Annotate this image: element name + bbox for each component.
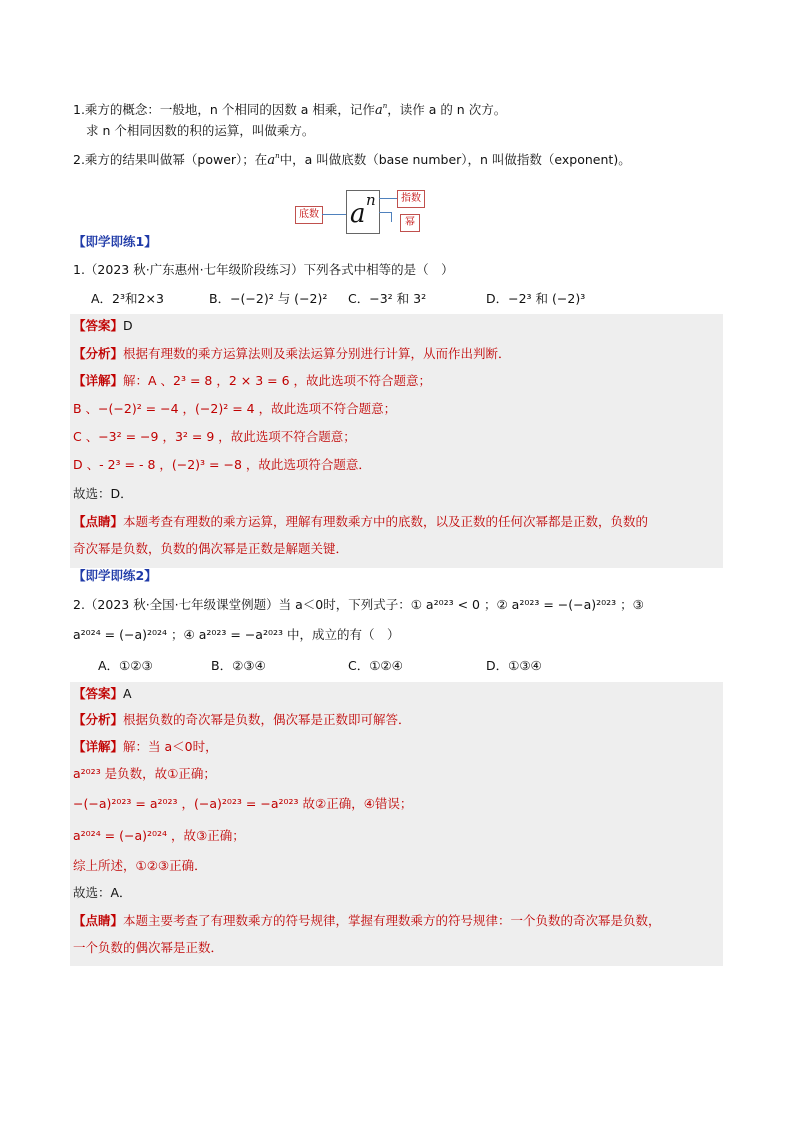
- concept-line-1: 1.乘方的概念：一般地，n 个相同的因数 a 相乘，记作$a^n$，读作 a 的 n 次方。: [73, 102, 507, 118]
- a-power-n-symbol: $a^n$: [267, 152, 280, 168]
- power-connector: [391, 212, 392, 222]
- exercise-2-detail-2: a²⁰²³ 是负数，故①正确；: [73, 766, 216, 781]
- exercise-2-question-1: 2.（2023 秋·全国·七年级课堂例题）当 a＜0时，下列式子：① a²⁰²³ < 0 ；② a²⁰²³ = −(−a)²⁰²³ ；③: [73, 597, 644, 612]
- exercise-2-analysis: 【分析】根据负数的奇次幂是负数，偶次幂是正数即可解答．: [73, 712, 411, 727]
- exercise-2-option-d: D．①③④: [486, 658, 542, 673]
- exercise-1-detail-1: 【详解】解：A 、2³ = 8 ，2 × 3 = 6 ，故此选项不符合题意；: [73, 373, 432, 388]
- exercise-1-question: 1.（2023 秋·广东惠州·七年级阶段练习）下列各式中相等的是（ ）: [73, 262, 454, 277]
- base-arrow: [322, 214, 346, 215]
- power-arrow: [379, 212, 391, 213]
- exercise-1-choose: 故选：D．: [73, 486, 133, 501]
- exercise-1-comment-2: 奇次幂是负数，负数的偶次幂是正数是解题关键．: [73, 541, 349, 556]
- exercise-2-heading: 【即学即练2】: [73, 568, 157, 583]
- power-label-box: 幂: [400, 214, 420, 232]
- exercise-2-question-2: a²⁰²⁴ = (−a)²⁰²⁴ ；④ a²⁰²³ = −a²⁰²³ 中，成立的有（ ）: [73, 627, 400, 642]
- power-diagram: [295, 188, 435, 234]
- exercise-2-option-c: C．①②④: [348, 658, 403, 673]
- a-power-n-symbol: $a^n$: [374, 102, 388, 118]
- exercise-2-comment-1: 【点睛】本题主要考查了有理数乘方的符号规律，掌握有理数乘方的符号规律：一个负数的奇次幂是负数，: [73, 913, 661, 928]
- exercise-2-choose: 故选：A．: [73, 885, 132, 900]
- exercise-2-detail-4: a²⁰²⁴ = (−a)²⁰²⁴ ，故③正确；: [73, 828, 245, 843]
- exercise-1-analysis: 【分析】根据有理数的乘方运算法则及乘法运算分别进行计算，从而作出判断．: [73, 346, 511, 361]
- exercise-1-option-b: B．−(−2)² 与 (−2)²: [209, 291, 328, 306]
- exercise-2-summary: 综上所述，①②③正确．: [73, 858, 207, 873]
- exercise-1-detail-3: C 、−3² = −9 ，3² = 9 ，故此选项不符合题意；: [73, 429, 356, 444]
- exercise-1-answer: 【答案】D: [73, 318, 133, 333]
- exercise-1-option-d: D．−2³ 和 (−2)³: [486, 291, 586, 306]
- exercise-2-option-b: B．②③④: [211, 658, 266, 673]
- base-label-box: 底数: [295, 206, 323, 224]
- exercise-2-detail-1: 【详解】解：当 a＜0时，: [73, 739, 218, 754]
- exercise-1-option-a: A．2³和2×3: [91, 291, 164, 306]
- power-expression-box: a n: [346, 190, 380, 234]
- exponent-label-box: 指数: [397, 190, 425, 208]
- exponent-arrow: [379, 198, 397, 199]
- exercise-1-detail-4: D 、- 2³ = - 8 ，(−2)³ = −8 ，故此选项符合题意．: [73, 457, 371, 472]
- exercise-1-heading: 【即学即练1】: [73, 234, 157, 249]
- exercise-1-option-c: C．−3² 和 3²: [348, 291, 427, 306]
- concept-line-3: 2.乘方的结果叫做幂（power）；在$a^n$中，a 叫做底数（base number），n 叫做指数（exponent)。: [73, 152, 631, 168]
- exercise-2-answer: 【答案】A: [73, 686, 132, 701]
- exercise-1-detail-2: B 、−(−2)² = −4 ，(−2)² = 4 ，故此选项不符合题意；: [73, 401, 397, 416]
- exercise-1-comment-1: 【点睛】本题考查有理数的乘方运算，理解有理数乘方中的底数，以及正数的任何次幂都是正数，负数的: [73, 514, 649, 529]
- exercise-2-detail-3: −(−a)²⁰²³ = a²⁰²³ ，(−a)²⁰²³ = −a²⁰²³ 故②正确，④错误；: [73, 796, 413, 811]
- exercise-2-option-a: A．①②③: [98, 658, 153, 673]
- concept-line-2: 求 n 个相同因数的积的运算，叫做乘方。: [86, 123, 315, 138]
- exercise-2-comment-2: 一个负数的偶次幂是正数．: [73, 940, 224, 955]
